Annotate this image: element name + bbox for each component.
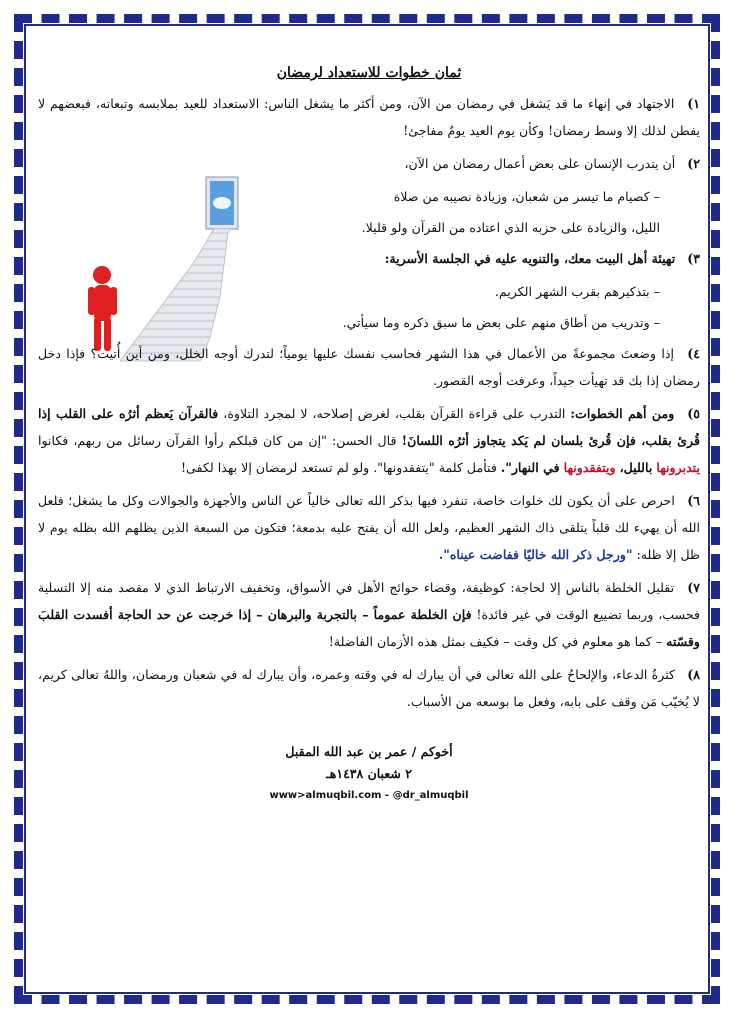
step-number: ٢): [687, 156, 700, 171]
date-text: ٢ شعبان ١٤٣٨هـ: [326, 766, 412, 781]
quote-text: قال الحسن: "إن من كان قبلكم رأوا القرآن رسائل من ربهم، فكانوا: [38, 433, 397, 448]
step-number: ٧): [687, 580, 700, 595]
step-number: ٦): [687, 493, 700, 508]
step-text: التدرب على قراءة القرآن بقلب، لغرض إصلاحه، لا لمجرد التلاوة،: [223, 406, 566, 421]
step-number: ٥): [687, 406, 700, 421]
step-6: [38, 487, 700, 568]
step-8: [38, 661, 700, 715]
step-4: [38, 340, 700, 394]
step-text: – كما هو معلوم في كل وقت – فكيف بمثل هذه الأزمان الفاضلة!: [328, 634, 663, 649]
quote-text: بالليل،: [619, 460, 653, 475]
step-number: ١): [687, 96, 700, 111]
signature-block: [38, 741, 700, 807]
step-7: [38, 574, 700, 655]
website-link[interactable]: www>almuqbil.com - @dr_almuqbil: [269, 790, 469, 801]
document-body: [38, 60, 700, 960]
step-text: تقليل الخلطة بالناس إلا لحاجة: كوظيفة، وقضاء حوائج الأهل في الأسواق، وتخفيف الارتباط الذي لا مقصد منه إلا التسلية فحسب، وربما تضييع الوقت في غير فائدة!: [38, 580, 701, 622]
step-3: [290, 245, 700, 272]
step-2-bullet-cont: الليل، والزيادة على حزبه الذي اعتاده من القرآن ولو قليلا.: [361, 220, 660, 235]
highlight-word: يتدبرونها: [656, 460, 700, 475]
step-text: تهيئة أهل البيت معك، والتنويه عليه في الجلسة الأسرية:: [384, 251, 676, 266]
step-text: احرص على أن يكون لك خلوات خاصة، تنفرد فيها بذكر الله تعالى خالياً عن الناس والأجهزة والجوالات وكل ما يشغل؛ فلعل الله أن يهيء لك قلباً يتلقى ذاك الشهر العظيم، ولعل الله أن يفتح عليه بدمعة؛ فتكون من السبعة الذين يظلهم الله بظله يوم لا ظل إلا ظله:: [38, 493, 700, 562]
step-3-bullet: – وتدريب من أطاق منهم على بعض ما سبق ذكره وما سيأتي.: [342, 315, 660, 330]
step-text: أن يتدرب الإنسان على بعض أعمال رمضان من الآن،: [404, 156, 676, 171]
step-number: ٤): [687, 346, 700, 361]
step-number: ٨): [687, 667, 700, 682]
page-title: ثمان خطوات للاستعداد لرمضان: [276, 65, 462, 81]
step-2-bullet: – كصيام ما تيسر من شعبان، وزيادة نصيبه من صلاة: [393, 189, 660, 204]
quote-text: في النهار".: [500, 460, 560, 475]
step-2: [38, 150, 700, 177]
step-1: [38, 90, 700, 144]
step-text: الاجتهاد في إنهاء ما قد يَشغل في رمضان من الآن، ومن أكثر ما يشغل الناس: الاستعداد للعيد بملابسه وتبعاته، فبعضهم لا يفطن لذلك إلا وسط رمضان! وكأن يوم العيد يومٌ مفاجئ!: [38, 96, 700, 138]
step-text: كثرةُ الدعاء، والإلحاحُ على الله تعالى في أن يبارك له في وقته وعمره، وأن يبارك له في شعبان ورمضان، واللهُ تعالى كريم، لا يُخيّب مَن وقف على بابه، وفعل ما بوسعه من الأسباب.: [38, 667, 700, 709]
step-text: إذا وضعتَ مجموعةً من الأعمال في هذا الشهر فحاسب نفسك عليها يومياً؛ لتدرك أوجه الخلل، ومن أين أُتيت؟ فإذا دخل رمضان إذا بك قد تهيأت جيداً، وعرفت أوجه القصور.: [38, 346, 700, 388]
hadith-quote: "ورجل ذكر الله خاليًا ففاضت عيناه".: [438, 547, 633, 562]
step-lead: ومن أهم الخطوات:: [570, 406, 675, 421]
step-text-bold: فإن الخلطة عموماً – بالتجربة والبرهان – إذا خرجت عن حد الحاجة أفسدت القلبَ وقسّته: [38, 607, 700, 649]
step-5: [38, 400, 700, 481]
step-3-bullet: – بتذكيرهم بقرب الشهر الكريم.: [494, 284, 660, 299]
step-text-bold: فالقرآن يَعظم أثرُه على القلب إذا قُرئ بقلب، فإن قُرئ بلسان لم يَكد يتجاوز أثرُه اللسانَ!: [38, 406, 700, 448]
step-number: ٣): [687, 251, 700, 266]
author-name: أخوكم / عمر بن عبد الله المقبل: [285, 744, 453, 759]
highlight-word: ويتفقدونها: [563, 460, 616, 475]
step-text: فتأمل كلمة "يتفقدونها". ولو لم تستعد لرمضان إلا بهذا لكفى!: [181, 460, 497, 475]
